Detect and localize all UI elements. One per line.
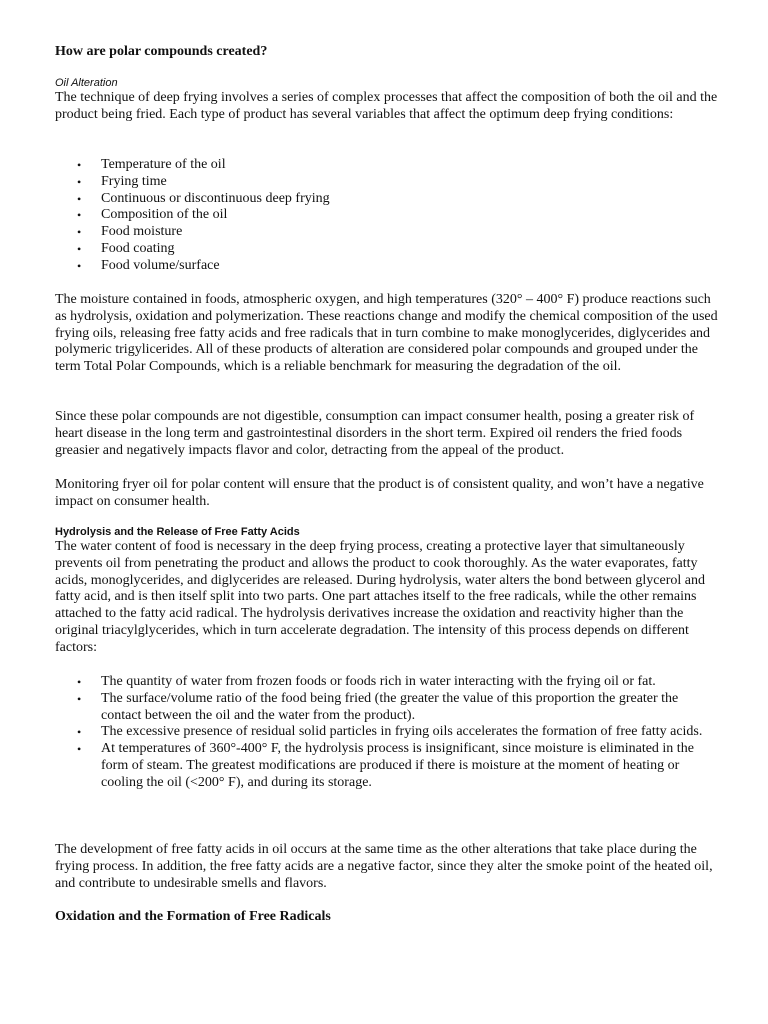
- list-item: • The excessive presence of residual solid particles in frying oils accelerates the formation of free fatty acids.: [55, 724, 721, 741]
- list-item: • The quantity of water from frozen foods or foods rich in water interacting with the frying oil or fat.: [55, 674, 718, 691]
- list-item: • The surface/volume ratio of the food being fried (the greater the value of this proportion the greater the: [55, 691, 718, 708]
- paragraph-health: Since these polar compounds are not digestible, consumption can impact consumer health, posing a greater risk of heart disease in the long term and gastrointestinal disorders in the short term. Expired oil renders the fried foods greasier and negatively impacts flavor and color, detracting from the appeal of the product.: [55, 409, 695, 458]
- subheading-hydrolysis: Hydrolysis and the Release of Free Fatty Acids: [55, 526, 300, 538]
- list-item: • Food moisture: [55, 224, 718, 241]
- list-item: • Food coating: [55, 241, 718, 258]
- list-item: • Temperature of the oil: [55, 157, 718, 174]
- paragraph-free-fatty-acids: The development of free fatty acids in oil occurs at the same time as the other alterations that take place during the frying process. In addition, the free fatty acids are a negative factor, since they alter the smoke point of the heated oil, and contribute to undesirable smells and flavors.: [55, 842, 713, 891]
- list-item: • Frying time: [55, 174, 718, 191]
- hydrolysis-factors-list: [55, 674, 721, 792]
- list-item: • Composition of the oil: [55, 207, 718, 224]
- page-title: How are polar compounds created?: [55, 44, 268, 59]
- subheading-oil-alteration: Oil Alteration: [55, 77, 118, 89]
- paragraph-monitoring: Monitoring fryer oil for polar content will ensure that the product is of consistent quality, and won’t have a negative impact on consumer health.: [55, 477, 704, 509]
- list-item: • Continuous or discontinuous deep frying: [55, 191, 718, 208]
- list-item: contact between the oil and the water from the product).: [101, 707, 416, 723]
- oxidation-heading: Oxidation and the Formation of Free Radicals: [55, 909, 331, 924]
- list-item: • At temperatures of 360°-400° F, the hydrolysis process is insignificant, since moisture is eliminated in the form of steam. The greatest modifications are produced if there is moisture at the moment of heating or cooling the oil (<200° F), and during its storage.: [55, 741, 718, 791]
- list-item: • Food volume/surface: [55, 258, 718, 275]
- oil-alteration-intro: The technique of deep frying involves a series of complex processes that affect the composition of both the oil and the product being fried. Each type of product has several variables that affect the optimum deep frying conditions:: [55, 90, 718, 122]
- paragraph-reactions: The moisture contained in foods, atmospheric oxygen, and high temperatures (320° – 400° F) produce reactions such as hydrolysis, oxidation and polymerization. These reactions change and modify the chemical composition of the used frying oils, releasing free fatty acids and free radicals that in turn combine to make monoglycerides, diglycerides and polymeric trigylicerides. All of these products of alteration are considered polar compounds and grouped under the term Total Polar Compounds, which is a reliable benchmark for measuring the degradation of the oil.: [55, 292, 718, 375]
- frying-variables-list: [55, 157, 718, 275]
- hydrolysis-intro: The water content of food is necessary in the deep frying process, creating a protective layer that simultaneously prevents oil from penetrating the product and allows the product to cook thoroughly. As the water evaporates, fatty acids, monoglycerides, and diglycerides are released. During hydrolysis, water alters the bond between glycerol and fatty acid, and is then itself split into two parts. One part attaches itself to the free radicals, while the other remains attached to the fatty acid radical. The hydrolysis derivatives increase the oxidation and reactivity higher than the original triacylglycerides, which in turn accelerate degradation. The intensity of this process depends on different factors:: [55, 539, 706, 655]
